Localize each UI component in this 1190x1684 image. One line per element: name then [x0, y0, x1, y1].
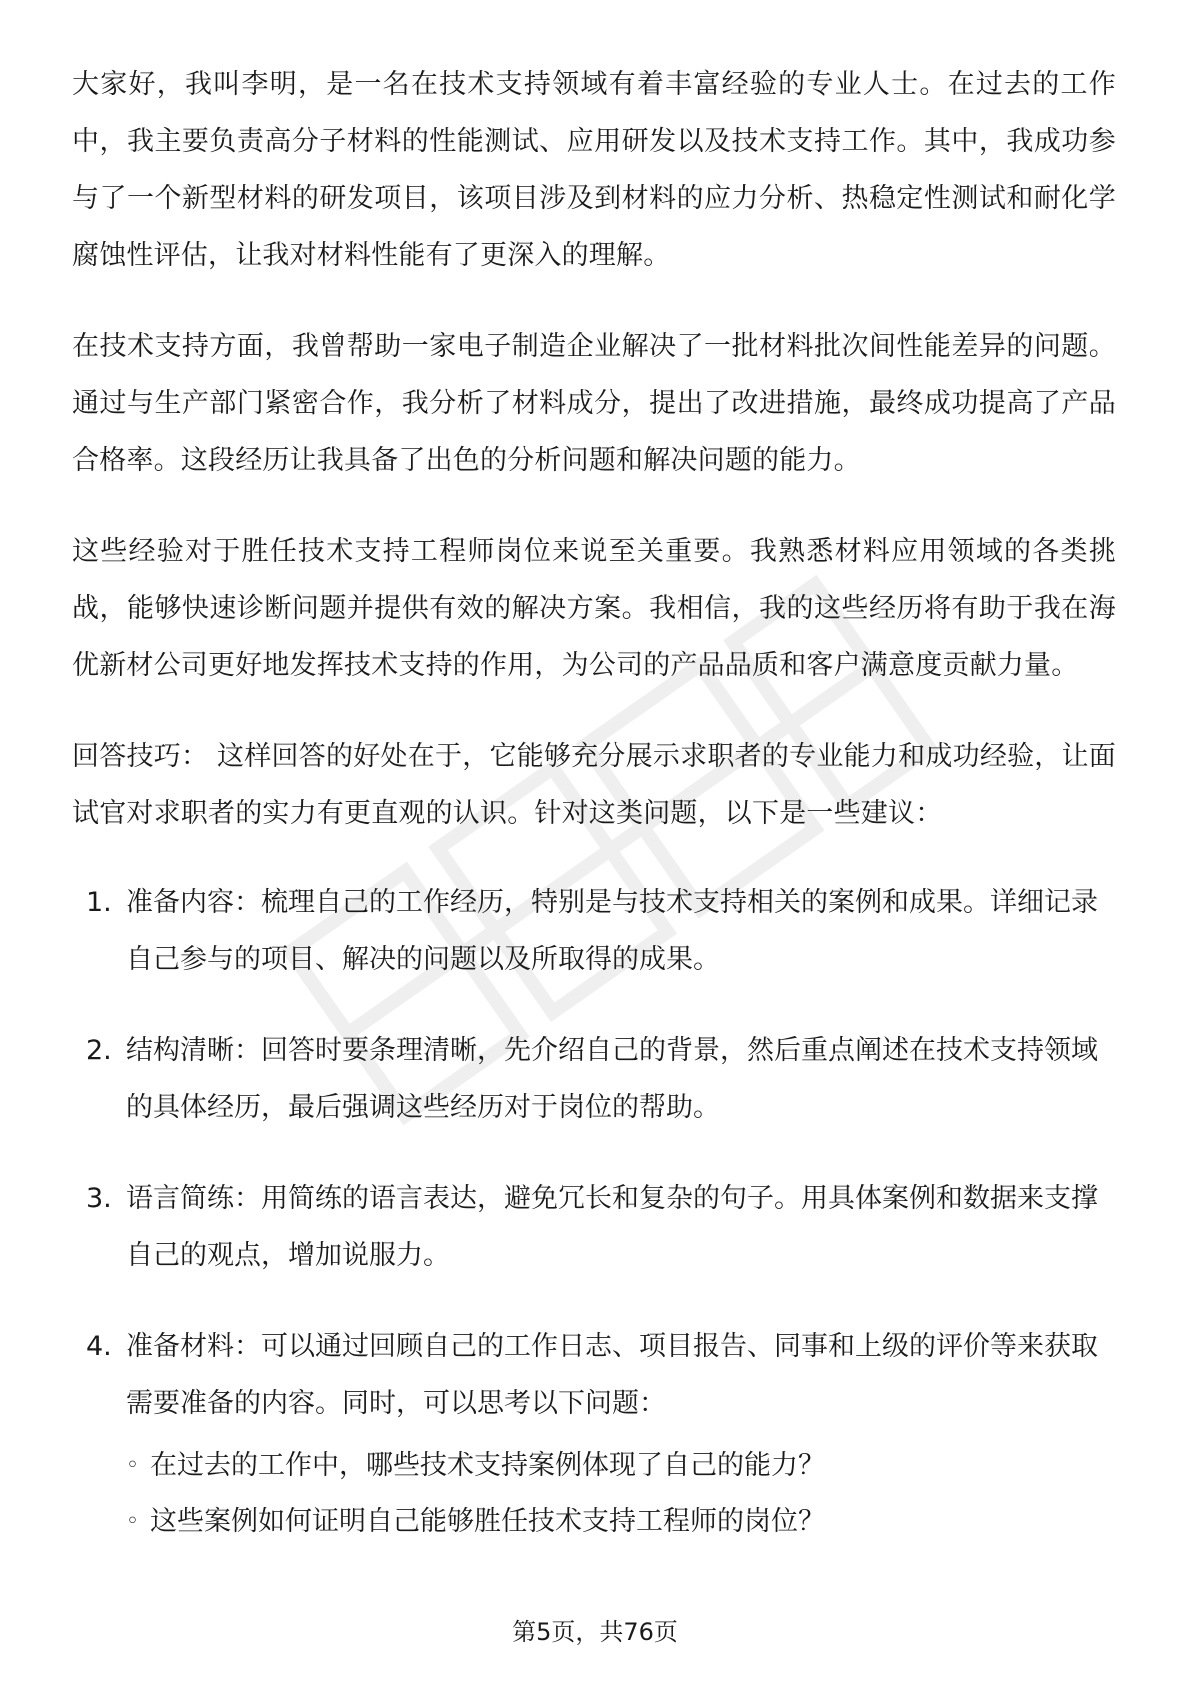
- list-item: [72, 1022, 1116, 1136]
- tips-list: [72, 874, 1116, 1550]
- sub-question-list: [126, 1438, 1116, 1550]
- sub-list-item: [126, 1494, 1116, 1550]
- paragraph-support-experience: 在技术支持方面，我曾帮助一家电子制造企业解决了一批材料批次间性能差异的问题。通过与生产部门紧密合作，我分析了材料成分，提出了改进措施，最终成功提高了产品合格率。这段经历让我具备了出色的分析问题和解决问题的能力。: [72, 331, 1116, 476]
- bullet-icon: ◦: [126, 1453, 139, 1478]
- list-item-text: 结构清晰：回答时要条理清晰，先介绍自己的背景，然后重点阐述在技术支持领域的具体经历，最后强调这些经历对于岗位的帮助。: [126, 1035, 1098, 1123]
- list-number: 1.: [86, 887, 112, 918]
- sub-list-item-text: 在过去的工作中，哪些技术支持案例体现了自己的能力？: [150, 1450, 825, 1481]
- list-item: [72, 874, 1116, 988]
- list-item-text: 准备材料：可以通过回顾自己的工作日志、项目报告、同事和上级的评价等来获取需要准备的内容。同时，可以思考以下问题：: [126, 1331, 1098, 1419]
- list-number: 2.: [86, 1035, 112, 1066]
- bullet-icon: ◦: [126, 1509, 139, 1534]
- list-number: 4.: [86, 1331, 112, 1362]
- paragraph-answer-tips: 回答技巧： 这样回答的好处在于，它能够充分展示求职者的专业能力和成功经验，让面试官对求职者的实力有更直观的认识。针对这类问题，以下是一些建议：: [72, 741, 1116, 829]
- list-item: [72, 1170, 1116, 1284]
- sub-list-item: [126, 1438, 1116, 1494]
- list-item: [72, 1318, 1116, 1550]
- list-number: 3.: [86, 1183, 112, 1214]
- paragraph-intro: 大家好，我叫李明，是一名在技术支持领域有着丰富经验的专业人士。在过去的工作中，我主要负责高分子材料的性能测试、应用研发以及技术支持工作。其中，我成功参与了一个新型材料的研发项目，该项目涉及到材料的应力分析、热稳定性测试和耐化学腐蚀性评估，让我对材料性能有了更深入的理解。: [72, 69, 1116, 271]
- list-item-text: 语言简练：用简练的语言表达，避免冗长和复杂的句子。用具体案例和数据来支撑自己的观点，增加说服力。: [126, 1183, 1098, 1271]
- document-body: [72, 56, 1116, 1584]
- list-item-text: 准备内容：梳理自己的工作经历，特别是与技术支持相关的案例和成果。详细记录自己参与的项目、解决的问题以及所取得的成果。: [126, 887, 1098, 975]
- paragraph-relevance: 这些经验对于胜任技术支持工程师岗位来说至关重要。我熟悉材料应用领域的各类挑战，能够快速诊断问题并提供有效的解决方案。我相信，我的这些经历将有助于我在海优新材公司更好地发挥技术支持的作用，为公司的产品品质和客户满意度贡献力量。: [72, 536, 1116, 681]
- page-number-footer: 第5页，共76页: [512, 1618, 678, 1646]
- sub-list-item-text: 这些案例如何证明自己能够胜任技术支持工程师的岗位？: [150, 1506, 825, 1537]
